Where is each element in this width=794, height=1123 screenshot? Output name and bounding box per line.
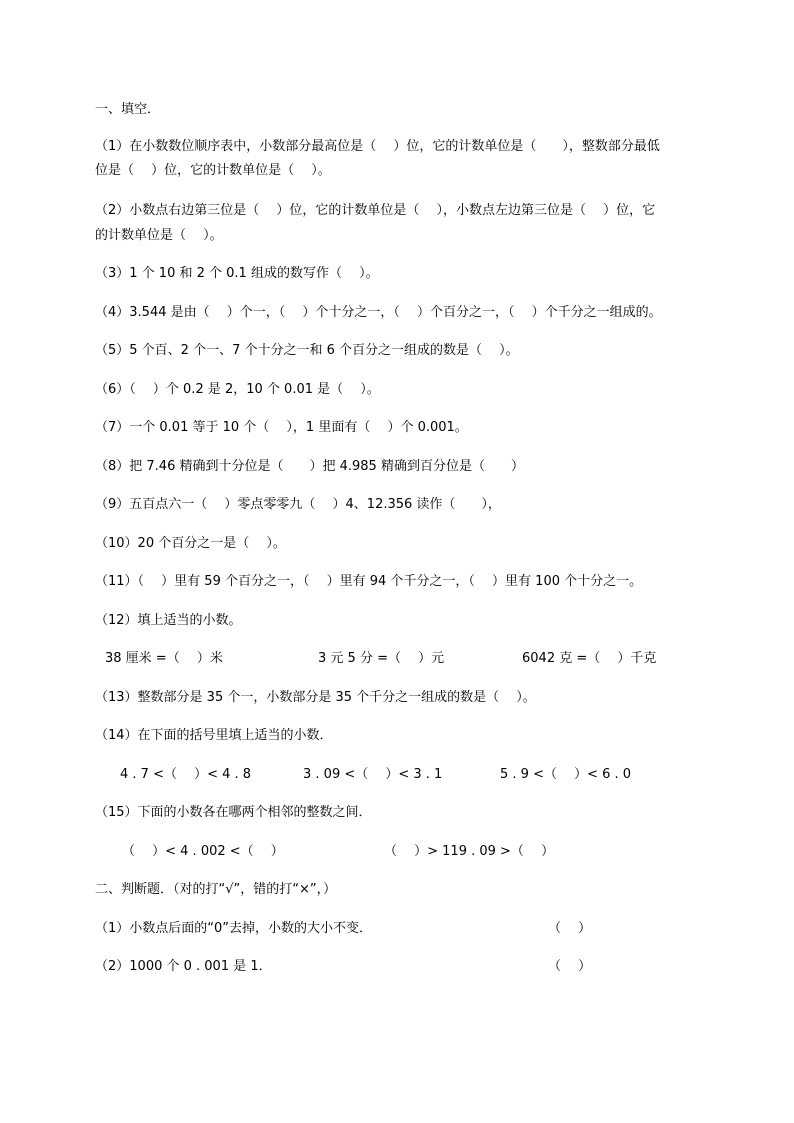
judge-item-1-blank: （ ） xyxy=(548,921,592,936)
item-1-line-1: （1）在小数数位顺序表中，小数部分最高位是（ ）位，它的计数单位是（ ），整数部分最低 xyxy=(95,139,660,154)
conversion-cm: 38 厘米 =（ ）米 xyxy=(105,651,223,666)
section2-heading: 二、判断题．（对的打“√”，错的打“×”，） xyxy=(95,882,337,897)
item-13: （13）整数部分是 35 个一，小数部分是 35 个千分之一组成的数是（ ）。 xyxy=(95,690,536,705)
item-1-line-2: 位是（ ）位，它的计数单位是（ ）。 xyxy=(95,163,331,178)
inequality-14-a: 4 . 7 <（ ）< 4 . 8 xyxy=(120,767,252,782)
item-14: （14）在下面的括号里填上适当的小数． xyxy=(95,728,333,743)
inequality-14-c: 5 . 9 <（ ）< 6 . 0 xyxy=(500,767,632,782)
item-15: （15）下面的小数各在哪两个相邻的整数之间． xyxy=(95,805,372,820)
inequality-14-b: 3 . 09 <（ ）< 3 . 1 xyxy=(303,767,443,782)
item-3: （3）1 个 10 和 2 个 0.1 组成的数写作（ ）。 xyxy=(95,266,379,281)
conversion-gram: 6042 克 =（ ）千克 xyxy=(522,651,657,666)
item-10: （10）20 个百分之一是（ ）。 xyxy=(95,536,286,551)
item-11: （11）（ ）里有 59 个百分之一，（ ）里有 94 个千分之一，（ ）里有 100 个十分之一。 xyxy=(95,574,643,589)
item-9: （9）五百点六一（ ）零点零零九（ ）4、12.356 读作（ ）， xyxy=(95,497,501,512)
section1-heading: 一、填空． xyxy=(95,102,161,117)
inequality-15-a: （ ）< 4 . 002 <（ ） xyxy=(122,844,284,859)
item-12: （12）填上适当的小数。 xyxy=(95,613,242,628)
item-8: （8）把 7.46 精确到十分位是（ ）把 4.985 精确到百分位是（ ） xyxy=(95,459,524,474)
judge-item-2: （2）1000 个 0 . 001 是 1． xyxy=(95,959,272,974)
item-6: （6）（ ）个 0.2 是 2，10 个 0.01 是（ ）。 xyxy=(95,382,380,397)
judge-item-1: （1）小数点后面的“0”去掉，小数的大小不变． xyxy=(95,921,373,936)
item-7: （7）一个 0.01 等于 10 个（ ），1 里面有（ ）个 0.001。 xyxy=(95,420,468,435)
item-2-line-2: 的计数单位是（ ）。 xyxy=(95,228,223,243)
conversion-yuan: 3 元 5 分 =（ ）元 xyxy=(318,651,445,666)
item-4: （4）3.544 是由（ ）个一，（ ）个十分之一，（ ）个百分之一，（ ）个千分之一组成的。 xyxy=(95,305,662,320)
item-5: （5）5 个百、2 个一、7 个十分之一和 6 个百分之一组成的数是（ ）。 xyxy=(95,343,519,358)
judge-item-2-blank: （ ） xyxy=(548,959,592,974)
item-2-line-1: （2）小数点右边第三位是（ ）位，它的计数单位是（ ），小数点左边第三位是（ ）位，它 xyxy=(95,203,656,218)
inequality-15-b: （ ）> 119 . 09 >（ ） xyxy=(384,844,555,859)
